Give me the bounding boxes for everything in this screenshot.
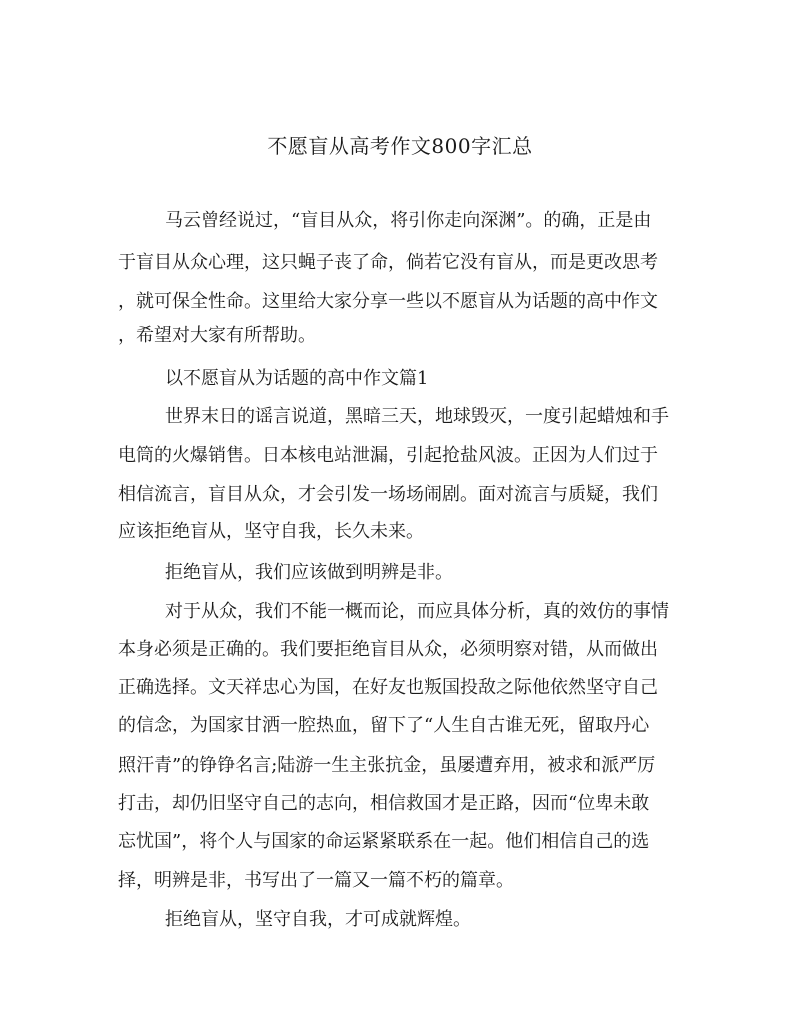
paragraph-line: 照汗青”的铮铮名言;陆游一生主张抗金，虽屡遭弃用，被求和派严厉 bbox=[118, 755, 656, 776]
section-heading: 以不愿盲从为话题的高中作文篇1 bbox=[165, 368, 429, 389]
paragraph-line: 正确选择。文天祥忠心为国，在好友也叛国投敌之际他依然坚守自己 bbox=[118, 677, 658, 698]
paragraph-line: ，就可保全性命。这里给大家分享一些以不愿盲从为话题的高中作文 bbox=[118, 291, 658, 312]
paragraph-line: 于盲目从众心理，这只蝇子丧了命，倘若它没有盲从，而是更改思考 bbox=[118, 252, 658, 273]
paragraph-line: 打击，却仍旧坚守自己的志向，相信救国才是正路，因而“位卑未敢 bbox=[118, 793, 650, 814]
paragraph-line: 电筒的火爆销售。日本核电站泄漏，引起抢盐风波。正因为人们过于 bbox=[118, 445, 658, 466]
paragraph-line: 相信流言，盲目从众，才会引发一场场闹剧。面对流言与质疑，我们 bbox=[118, 484, 658, 505]
paragraph-line: 拒绝盲从，我们应该做到明辨是非。 bbox=[165, 562, 453, 583]
paragraph-line: 拒绝盲从，坚守自我，才可成就辉煌。 bbox=[165, 909, 471, 930]
paragraph-line: ，希望对大家有所帮助。 bbox=[118, 325, 316, 346]
paragraph-line: 本身必须是正确的。我们要拒绝盲目从众，必须明察对错，从而做出 bbox=[118, 639, 658, 660]
paragraph-line: 的信念，为国家甘洒一腔热血，留下了“人生自古谁无死，留取丹心 bbox=[118, 715, 650, 736]
document-title: 不愿盲从高考作文800字汇总 bbox=[267, 134, 533, 158]
paragraph-line: 世界末日的谣言说道，黑暗三天，地球毁灭，一度引起蜡烛和手 bbox=[165, 406, 669, 427]
paragraph-line: 应该拒绝盲从，坚守自我，长久未来。 bbox=[118, 521, 424, 542]
paragraph-line: 马云曾经说过，“盲目从众，将引你走向深渊”。的确，正是由 bbox=[165, 210, 652, 231]
paragraph-line: 择，明辨是非，书写出了一篇又一篇不朽的篇章。 bbox=[118, 870, 514, 891]
paragraph-line: 忘忧国”，将个人与国家的命运紧紧联系在一起。他们相信自己的选 bbox=[118, 831, 650, 852]
paragraph-line: 对于从众，我们不能一概而论，而应具体分析，真的效仿的事情 bbox=[165, 601, 669, 622]
